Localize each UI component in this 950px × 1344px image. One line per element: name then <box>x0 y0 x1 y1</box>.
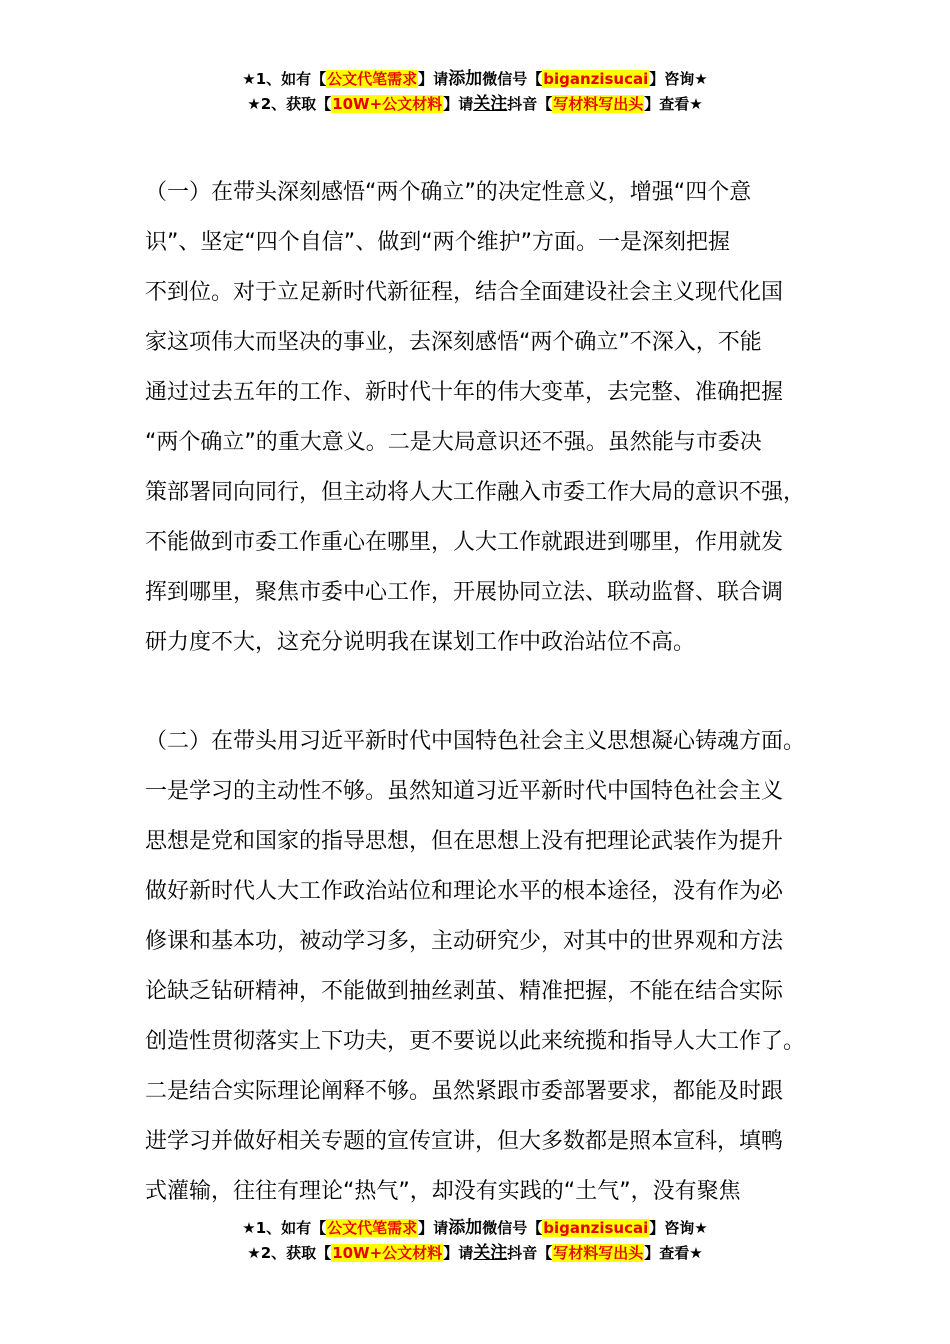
paragraph-line: 识”、坚定“四个自信”、做到“两个维护”方面。一是深刻把握 <box>145 230 730 255</box>
banner-text: 微信号【 <box>482 70 543 88</box>
header-line-2 <box>0 92 950 117</box>
paragraph-line: “两个确立”的重大意义。二是大局意识还不强。虽然能与市委决 <box>145 430 762 455</box>
banner-text: 】咨询★ <box>649 70 708 88</box>
banner-text: 微信号【 <box>482 1219 543 1237</box>
banner-text: ★1、如有【 <box>242 1219 327 1237</box>
paragraph-line: 一是学习的主动性不够。虽然知道习近平新时代中国特色社会主义 <box>145 779 784 804</box>
paragraph-line: （一）在带头深刻感悟“两个确立”的决定性意义，增强“四个意 <box>145 180 752 205</box>
paragraph-line: 进学习并做好相关专题的宣传宣讲，但大多数都是照本宣科，填鸭 <box>145 1129 784 1154</box>
banner-text: 】查看★ <box>644 95 703 113</box>
highlight-wechat-id: biganzisucai <box>543 1219 649 1237</box>
header-banner <box>0 67 950 117</box>
paragraph-line: 挥到哪里，聚焦市委中心工作，开展协同立法、联动监督、联合调 <box>145 580 784 605</box>
banner-text: 】请 <box>443 1244 474 1262</box>
paragraph-line: 通过过去五年的工作、新时代十年的伟大变革，去完整、准确把握 <box>145 380 784 405</box>
banner-text: 抖音【 <box>507 95 553 113</box>
paragraph-line: 二是结合实际理论阐释不够。虽然紧跟市委部署要求，都能及时跟 <box>145 1079 784 1104</box>
paragraph-line: 策部署同向同行，但主动将人大工作融入市委工作大局的意识不强， <box>145 480 806 505</box>
highlight-materials: 10W+公文材料 <box>332 1244 443 1262</box>
highlight-douyin-account: 写材料写出头 <box>553 95 644 113</box>
banner-text: ★2、获取【 <box>247 95 332 113</box>
header-line-1 <box>0 67 950 92</box>
banner-text: ★1、如有【 <box>242 70 327 88</box>
paragraph-line: 创造性贯彻落实上下功夫，更不要说以此来统揽和指导人大工作了。 <box>145 1029 806 1054</box>
banner-text: 】咨询★ <box>649 1219 708 1237</box>
paragraph-2 <box>145 717 825 1217</box>
footer-line-1 <box>0 1216 950 1241</box>
paragraph-line: 做好新时代人大工作政治站位和理论水平的根本途径，没有作为必 <box>145 879 784 904</box>
banner-emphasis: 关注 <box>473 1243 508 1263</box>
banner-text: 】请 <box>418 70 449 88</box>
paragraph-line: 不到位。对于立足新时代新征程，结合全面建设社会主义现代化国 <box>145 280 784 305</box>
banner-text: 抖音【 <box>507 1244 553 1262</box>
footer-line-2 <box>0 1241 950 1266</box>
highlight-service: 公文代笔需求 <box>327 70 418 88</box>
paragraph-line: 论缺乏钻研精神，不能做到抽丝剥茧、精准把握，不能在结合实际 <box>145 979 784 1004</box>
paragraph-line: 修课和基本功，被动学习多，主动研究少，对其中的世界观和方法 <box>145 929 784 954</box>
paragraph-1 <box>145 168 825 668</box>
paragraph-line: 家这项伟大而坚决的事业，去深刻感悟“两个确立”不深入，不能 <box>145 330 762 355</box>
banner-text: 】请 <box>443 95 474 113</box>
paragraph-line: 研力度不大，这充分说明我在谋划工作中政治站位不高。 <box>145 630 696 655</box>
banner-emphasis: 关注 <box>473 94 508 114</box>
highlight-douyin-account: 写材料写出头 <box>553 1244 644 1262</box>
banner-text: 】请 <box>418 1219 449 1237</box>
paragraph-line: （二）在带头用习近平新时代中国特色社会主义思想凝心铸魂方面。 <box>145 729 806 754</box>
footer-banner <box>0 1216 950 1266</box>
highlight-wechat-id: biganzisucai <box>543 70 649 88</box>
paragraph-line: 式灌输，往往有理论“热气”，却没有实践的“土气”，没有聚焦 <box>145 1179 741 1204</box>
banner-text: 】查看★ <box>644 1244 703 1262</box>
highlight-materials: 10W+公文材料 <box>332 95 443 113</box>
paragraph-line: 不能做到市委工作重心在哪里，人大工作就跟进到哪里，作用就发 <box>145 530 784 555</box>
paragraph-line: 思想是党和国家的指导思想，但在思想上没有把理论武装作为提升 <box>145 829 784 854</box>
highlight-service: 公文代笔需求 <box>327 1219 418 1237</box>
banner-emphasis: 添加 <box>448 69 483 89</box>
banner-text: ★2、获取【 <box>247 1244 332 1262</box>
banner-emphasis: 添加 <box>448 1218 483 1238</box>
